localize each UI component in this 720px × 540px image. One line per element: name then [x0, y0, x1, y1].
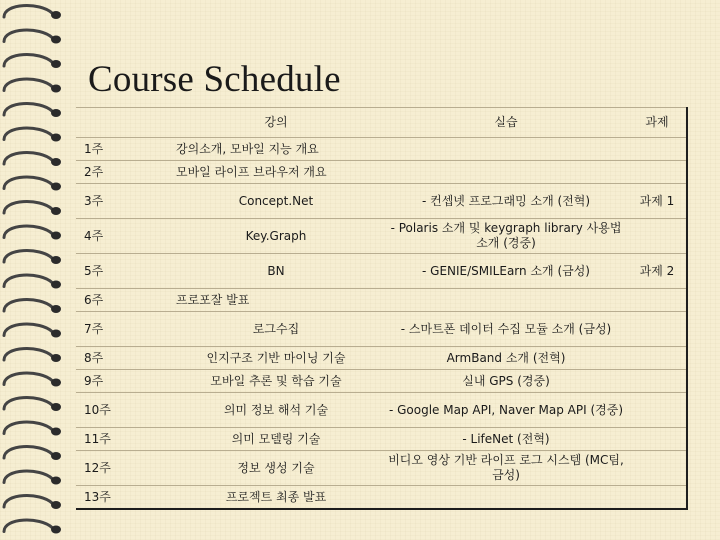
table-row [76, 347, 687, 370]
lecture-cell: 프로포잘 발표 [168, 289, 384, 312]
spiral-binding [0, 0, 70, 540]
binding-ring [4, 30, 52, 41]
week-cell: 2주 [76, 161, 168, 184]
binding-hole [51, 526, 61, 534]
lecture-cell: 프로젝트 최종 발표 [168, 486, 384, 510]
header-week [76, 108, 168, 138]
week-cell: 12주 [76, 451, 168, 486]
lab-cell [384, 161, 628, 184]
lab-cell: - LifeNet (전혁) [384, 428, 628, 451]
binding-ring [4, 104, 52, 115]
lab-cell [384, 138, 628, 161]
table-row [76, 254, 687, 289]
lab-cell: - 스마트폰 데이터 수집 모듈 소개 (금성) [384, 312, 628, 347]
lecture-cell: 정보 생성 기술 [168, 451, 384, 486]
binding-ring [4, 202, 52, 213]
lecture-cell: BN [168, 254, 384, 289]
binding-hole [51, 354, 61, 362]
table-row [76, 289, 687, 312]
table-row [76, 428, 687, 451]
header-homework: 과제 [628, 108, 687, 138]
binding-ring [4, 496, 52, 507]
binding-hole [51, 36, 61, 44]
table-row [76, 184, 687, 219]
binding-ring [4, 177, 52, 188]
binding-ring [4, 398, 52, 409]
binding-ring [4, 79, 52, 90]
binding-hole [51, 501, 61, 509]
binding-hole [51, 428, 61, 436]
homework-cell [628, 289, 687, 312]
lab-cell [384, 289, 628, 312]
binding-hole [51, 256, 61, 264]
lab-cell: - Google Map API, Naver Map API (경중) [384, 393, 628, 428]
binding-hole [51, 109, 61, 117]
lecture-cell: 의미 모델링 기술 [168, 428, 384, 451]
table-row [76, 219, 687, 254]
week-cell: 11주 [76, 428, 168, 451]
binding-hole [51, 207, 61, 215]
table-row [76, 370, 687, 393]
week-cell: 9주 [76, 370, 168, 393]
header-lab: 실습 [384, 108, 628, 138]
binding-ring [4, 520, 52, 531]
homework-cell [628, 486, 687, 510]
lab-cell: - Polaris 소개 및 keygraph library 사용법 소개 (경중) [384, 219, 628, 254]
homework-cell [628, 312, 687, 347]
week-cell: 8주 [76, 347, 168, 370]
lab-cell: ArmBand 소개 (전혁) [384, 347, 628, 370]
binding-hole [51, 11, 61, 19]
homework-cell [628, 161, 687, 184]
week-cell: 3주 [76, 184, 168, 219]
table-row [76, 312, 687, 347]
homework-cell [628, 451, 687, 486]
week-cell: 1주 [76, 138, 168, 161]
homework-cell [628, 393, 687, 428]
table-row [76, 138, 687, 161]
homework-cell: 과제 2 [628, 254, 687, 289]
lecture-cell: Key.Graph [168, 219, 384, 254]
binding-hole [51, 158, 61, 166]
binding-hole [51, 232, 61, 240]
binding-ring [4, 275, 52, 286]
binding-hole [51, 452, 61, 460]
binding-hole [51, 281, 61, 289]
binding-ring [4, 251, 52, 262]
binding-ring [4, 422, 52, 433]
homework-cell [628, 347, 687, 370]
lab-cell: 비디오 영상 기반 라이프 로그 시스템 (MC팀, 금성) [384, 451, 628, 486]
binding-ring [4, 55, 52, 66]
binding-hole [51, 134, 61, 142]
week-cell: 4주 [76, 219, 168, 254]
binding-ring [4, 6, 52, 17]
binding-ring [4, 447, 52, 458]
binding-hole [51, 379, 61, 387]
homework-cell: 과제 1 [628, 184, 687, 219]
binding-ring [4, 324, 52, 335]
lecture-cell: 로그수집 [168, 312, 384, 347]
lecture-cell: 의미 정보 해석 기술 [168, 393, 384, 428]
lab-cell: - 컨셉넷 프로그래밍 소개 (전혁) [384, 184, 628, 219]
header-lecture: 강의 [168, 108, 384, 138]
table-header-row [76, 108, 687, 138]
binding-ring [4, 373, 52, 384]
binding-hole [51, 183, 61, 191]
binding-hole [51, 330, 61, 338]
binding-hole [51, 403, 61, 411]
table-row [76, 393, 687, 428]
lecture-cell: 인지구조 기반 마이닝 기술 [168, 347, 384, 370]
week-cell: 5주 [76, 254, 168, 289]
binding-ring [4, 300, 52, 311]
binding-ring [4, 471, 52, 482]
lecture-cell: 모바일 라이프 브라우저 개요 [168, 161, 384, 184]
binding-hole [51, 477, 61, 485]
homework-cell [628, 370, 687, 393]
lecture-cell: 강의소개, 모바일 지능 개요 [168, 138, 384, 161]
binding-ring [4, 128, 52, 139]
binding-ring [4, 153, 52, 164]
page-title: Course Schedule [88, 59, 341, 100]
week-cell: 7주 [76, 312, 168, 347]
binding-hole [51, 85, 61, 93]
schedule-table [76, 107, 688, 510]
binding-ring [4, 349, 52, 360]
lab-cell: 실내 GPS (경중) [384, 370, 628, 393]
week-cell: 6주 [76, 289, 168, 312]
homework-cell [628, 138, 687, 161]
table-row [76, 451, 687, 486]
binding-hole [51, 305, 61, 313]
lab-cell: - GENIE/SMILEarn 소개 (금성) [384, 254, 628, 289]
homework-cell [628, 428, 687, 451]
table-row [76, 161, 687, 184]
table-row [76, 486, 687, 510]
lecture-cell: 모바일 추론 및 학습 기술 [168, 370, 384, 393]
week-cell: 13주 [76, 486, 168, 510]
week-cell: 10주 [76, 393, 168, 428]
lecture-cell: Concept.Net [168, 184, 384, 219]
binding-hole [51, 60, 61, 68]
lab-cell [384, 486, 628, 510]
homework-cell [628, 219, 687, 254]
binding-ring [4, 226, 52, 237]
